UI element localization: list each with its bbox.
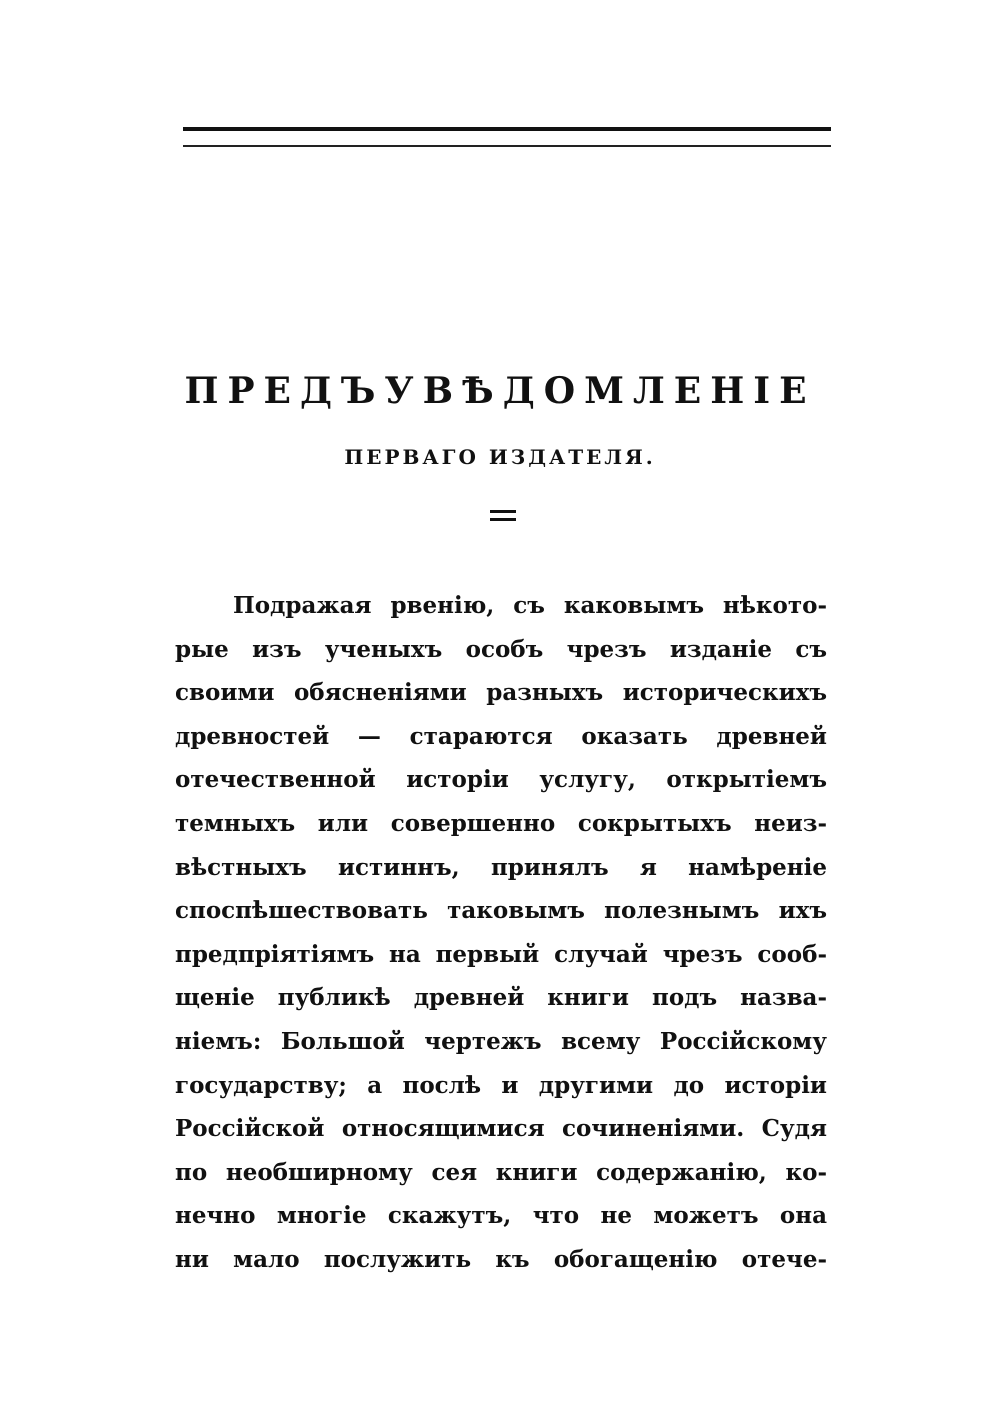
text-line: ніемъ: Большой чертежъ всему Россійскому [175, 1027, 827, 1055]
body-text [175, 584, 827, 1282]
text-line: Подражая рвенію, съ каковымъ нѣкото- [233, 592, 827, 619]
text-line: отечественной исторіи услугу, открытіемъ [175, 766, 827, 794]
text-line: предпріятіямъ на первый случай чрезъ сооб- [175, 940, 827, 968]
text-line: древностей — стараются оказать древней [175, 722, 827, 750]
page-subtitle: ПЕРВАГО ИЗДАТЕЛЯ. [344, 445, 656, 469]
text-line: по необширному сея книги содержанію, ко- [175, 1158, 827, 1186]
text-line: Россійской относящимися сочиненіями. Судя [175, 1115, 827, 1143]
double-rule-ornament [490, 510, 516, 526]
header-rule-thin [183, 145, 831, 147]
text-line: щеніе публикѣ древней книги подъ назва- [175, 984, 827, 1012]
page-title: ПРЕДЪУВѢДОМЛЕНІЕ [184, 370, 816, 412]
header-rule-thick [183, 127, 831, 131]
text-line: своими обясненіями разныхъ историческихъ [175, 679, 827, 707]
text-line: темныхъ или совершенно сокрытыхъ неиз- [175, 809, 827, 837]
text-line: споспѣшествовать таковымъ полезнымъ ихъ [175, 897, 827, 925]
text-line: государству; а послѣ и другими до исторіи [175, 1071, 827, 1099]
text-line: рые изъ ученыхъ особъ чрезъ изданіе съ [175, 635, 827, 663]
text-line: нечно многіе скажутъ, что не можетъ она [175, 1202, 827, 1230]
text-line: ни мало послужить къ обогащенію отече- [175, 1245, 827, 1273]
text-line: вѣстныхъ истиннъ, принялъ я намѣреніе [175, 853, 827, 881]
